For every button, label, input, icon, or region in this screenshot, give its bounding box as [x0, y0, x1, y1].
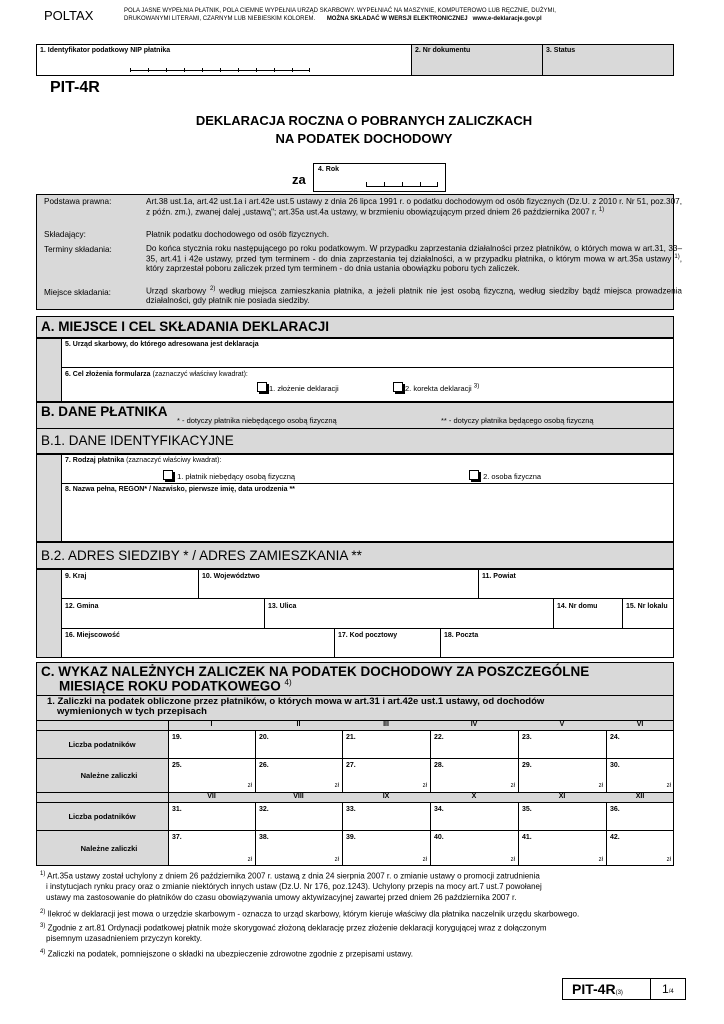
month-header: XII [635, 793, 645, 800]
field-number: 35. [522, 806, 532, 813]
field-number: 37. [172, 834, 182, 841]
row-label-taxpayers: Liczba podatników [68, 739, 136, 749]
advance-amount-cell[interactable] [255, 758, 342, 792]
footnote-2: $^{2)}$ Ilekroć w deklaracji jest mowa o urzędzie skarbowym - oznacza to urząd skarbowy, którym kieruje właściwy dla płatnika naczelnik urzędu skarbowego. [40, 909, 580, 919]
taxpayers-count-cell[interactable] [430, 802, 518, 830]
currency-unit: zł [666, 783, 671, 789]
month-header: XI [558, 793, 566, 800]
month-header: III [383, 721, 389, 728]
month-header: VIII [293, 793, 304, 800]
field-number: 19. [172, 734, 182, 741]
skladajacy-text: Płatnik podatku dochodowego od osób fizycznych. [146, 230, 329, 239]
currency-unit: zł [422, 857, 427, 863]
month-header: I [210, 721, 213, 728]
taxpayers-count-cell[interactable] [342, 802, 430, 830]
field-number: 24. [610, 734, 620, 741]
advance-amount-cell[interactable] [518, 830, 606, 866]
commune-label: 12. Gmina [65, 603, 99, 610]
currency-unit: zł [334, 783, 339, 789]
payer-type-option-1[interactable]: 1. płatnik niebędący osobą fizyczną [163, 470, 295, 482]
payer-type-option-2[interactable]: 2. osoba fizyczna [469, 470, 541, 482]
currency-unit: zł [666, 857, 671, 863]
advance-amount-cell[interactable] [606, 830, 674, 866]
purpose-option-submit[interactable]: 1. złożenie deklaracji [257, 382, 339, 394]
instruction-line-1: POLA JASNE WYPEŁNIA PŁATNIK, POLA CIEMNE WYPEŁNIA URZĄD SKARBOWY. WYPEŁNIAĆ NA MASZYNIE, KOMPUTEROWO LUB RĘCZNIE, DUŻYMI, [124, 8, 556, 14]
section-c-subheader: 1. Zaliczki na podatek obliczone przez płatników, o których mowa w art.31 i art.42e ust.1 ustawy, od dochodów wymienionych w tych przepisach [36, 696, 674, 720]
field-number: 21. [346, 734, 356, 741]
currency-unit: zł [510, 783, 515, 789]
footnote-1: $^{1)}$ Art.35a ustawy został uchylony z dniem 26 października 2007 r. ustawą z dnia 24 sierpnia 2007 r. o zmianie ustawy o promocji zatrudnienia i instytucjach rynku pracy oraz o zmianie niektórych innych ustaw (Dz.U. Nr 176, poz.1243). Uchylony przepis na mocy art.7 ust.7 powołanej ustawy ma zastosowanie do płatników do czasu obowiązywania umowy aktywizacyjnej zawartej przed dniem 26 października 2007 r. [40, 871, 542, 903]
form-code: PIT-4R [50, 79, 100, 96]
field-number: 40. [434, 834, 444, 841]
checkbox-natural-person[interactable] [469, 470, 479, 480]
row-label-advances: Należne zaliczki [80, 843, 138, 853]
taxpayers-count-cell[interactable] [518, 730, 606, 758]
tax-office-input[interactable] [62, 350, 673, 366]
form-title [36, 112, 692, 147]
advance-amount-cell[interactable] [255, 830, 342, 866]
section-b1-header: B.1. DANE IDENTYFIKACYJNE [36, 428, 674, 454]
month-header: X [471, 793, 477, 800]
document-number-label: 2. Nr dokumentu [415, 47, 471, 54]
month-header: IX [382, 793, 390, 800]
month-header: VI [636, 721, 644, 728]
field-number: 20. [259, 734, 269, 741]
field-number: 22. [434, 734, 444, 741]
header-instructions [124, 8, 556, 24]
instruction-line-2: DRUKOWANYMI LITERAMI, CZARNYM LUB NIEBIESKIM KOLOREM. MOŻNA SKŁADAĆ W WERSJI ELEKTRONICZNEJ www.e-deklaracje.gov.pl [124, 15, 542, 22]
nip-input[interactable] [130, 60, 310, 72]
terminy-label: Terminy składania: [44, 245, 112, 254]
field-number: 32. [259, 806, 269, 813]
footer-form-code: PIT-4R(3) [572, 981, 623, 997]
advance-amount-cell[interactable] [430, 830, 518, 866]
payer-name-input[interactable] [62, 495, 673, 541]
title-line-2: NA PODATEK DOCHODOWY [275, 130, 453, 146]
taxpayers-count-cell[interactable] [606, 802, 674, 830]
field-number: 30. [610, 762, 620, 769]
section-a-header: A. MIEJSCE I CEL SKŁADANIA DEKLARACJI [36, 316, 674, 338]
row-label-taxpayers: Liczba podatników [68, 811, 136, 821]
month-header: II [296, 721, 301, 728]
taxpayers-count-cell[interactable] [255, 730, 342, 758]
field-number: 27. [346, 762, 356, 769]
field-number: 42. [610, 834, 620, 841]
nip-field-label: 1. Identyfikator podatkowy NIP płatnika [40, 47, 171, 54]
field-number: 34. [434, 806, 444, 813]
field-number: 38. [259, 834, 269, 841]
status-label: 3. Status [546, 47, 576, 54]
county-label: 11. Powiat [482, 573, 516, 580]
taxpayers-count-cell[interactable] [430, 730, 518, 758]
apartment-number-label: 15. Nr lokalu [626, 603, 668, 610]
section-b-note-2: ** - dotyczy płatnika będącego osobą fizyczną [441, 416, 594, 425]
field-number: 23. [522, 734, 532, 741]
taxpayers-count-cell[interactable] [606, 730, 674, 758]
currency-unit: zł [247, 783, 252, 789]
tax-office-label: 5. Urząd skarbowy, do którego adresowana jest deklaracja [65, 341, 259, 348]
za-label: za [292, 172, 306, 187]
month-header: IV [470, 721, 478, 728]
voivodeship-label: 10. Województwo [202, 573, 260, 580]
title-line-1: DEKLARACJA ROCZNA O POBRANYCH ZALICZKACH [195, 113, 533, 128]
advance-amount-cell[interactable] [606, 758, 674, 792]
field-number: 26. [259, 762, 269, 769]
skladajacy-label: Składający: [44, 230, 86, 239]
field-number: 33. [346, 806, 356, 813]
currency-unit: zł [598, 783, 603, 789]
section-b-header [36, 402, 674, 428]
advance-amount-cell[interactable] [168, 830, 255, 866]
advance-amount-cell[interactable] [518, 758, 606, 792]
checkbox-submit[interactable] [257, 382, 267, 392]
currency-unit: zł [598, 857, 603, 863]
advance-amount-cell[interactable] [342, 758, 430, 792]
post-office-label: 18. Poczta [444, 632, 479, 639]
month-header: V [559, 721, 565, 728]
checkbox-correction[interactable] [393, 382, 403, 392]
currency-unit: zł [247, 857, 252, 863]
advance-amount-cell[interactable] [342, 830, 430, 866]
section-b2-body [36, 569, 674, 658]
payer-name-label: 8. Nazwa pełna, REGON* / Nazwisko, pierwsze imię, data urodzenia ** [65, 486, 295, 493]
year-label: 4. Rok [318, 166, 340, 173]
purpose-label: 6. Cel złożenia formularza (zaznaczyć właściwy kwadrat): [65, 371, 248, 378]
brand: POLTAX [44, 8, 94, 23]
section-c-header [36, 662, 674, 696]
taxpayers-count-cell[interactable] [255, 802, 342, 830]
podstawa-text: Art.38 ust.1a, art.42 ust.1a i art.42e ust.5 ustawy z dnia 26 lipca 1991 r. o podatku dochodowym od osób fizycznych (Dz.U. z 2010 r. Nr 51, poz.307, z późn. zm.), zwanej dalej „ustawą"; art.35a ust.4a ustawy, w brzmieniu obowiązującym przed dniem 26 października 2007 r. $^{1)}$ [146, 197, 682, 217]
city-label: 16. Miejscowość [65, 632, 120, 639]
street-label: 13. Ulica [268, 603, 297, 610]
field-number: 41. [522, 834, 532, 841]
currency-unit: zł [510, 857, 515, 863]
postal-code-label: 17. Kod pocztowy [338, 632, 398, 639]
currency-unit: zł [422, 783, 427, 789]
footnote-3: $^{3)}$ Zgodnie z art.81 Ordynacji podatkowej płatnik może skorygować złożoną deklarację przez złożenie deklaracji korygującej wraz z dołączonym pisemnym uzasadnieniem przyczyn korekty. [40, 923, 547, 944]
section-c-title-1: C. WYKAZ NALEŻNYCH ZALICZEK NA PODATEK DOCHODOWY ZA POSZCZEGÓLNE [41, 664, 590, 679]
section-b-title: B. DANE PŁATNIKA [41, 404, 168, 419]
month-header: VII [207, 793, 216, 800]
section-b-note-1: * - dotyczy płatnika niebędącego osobą fizyczną [177, 416, 337, 425]
row-label-advances: Należne zaliczki [80, 770, 138, 780]
purpose-option-correction[interactable]: 2. korekta deklaracji $^{3)}$ [393, 382, 479, 394]
taxpayers-count-cell[interactable] [518, 802, 606, 830]
footnote-4: $^{4)}$ Zaliczki na podatek, pomniejszone o składki na ubezpieczenie zdrowotne zgodnie z przepisami ustawy. [40, 949, 413, 959]
field-number: 29. [522, 762, 532, 769]
podstawa-label: Podstawa prawna: [44, 197, 112, 206]
checkbox-non-natural-person[interactable] [163, 470, 173, 480]
section-b2-header: B.2. ADRES SIEDZIBY * / ADRES ZAMIESZKANIA ** [36, 542, 674, 569]
field-number: 31. [172, 806, 182, 813]
advance-amount-cell[interactable] [430, 758, 518, 792]
terminy-text: Do końca stycznia roku następującego po roku podatkowym. W przypadku zaprzestania działalności przez płatników, o których mowa w art.31, 33–35, art.41 i 42e ustawy, przed tym terminem - do dnia zaprzestania tej działalności, a w przypadku płatnika, o którym mowa w art.35a ustawy $^{1)}$, który zaprzestał poboru zaliczek przed tym terminem - do dnia ustania obowiązku poboru tych zaliczek. [146, 244, 682, 274]
footer-page-number: 1/4 [662, 982, 674, 996]
payer-type-label: 7. Rodzaj płatnika (zaznaczyć właściwy kwadrat): [65, 457, 222, 464]
field-number: 36. [610, 806, 620, 813]
field-number: 39. [346, 834, 356, 841]
currency-unit: zł [334, 857, 339, 863]
advance-amount-cell[interactable] [168, 758, 255, 792]
field-number: 25. [172, 762, 182, 769]
miejsce-label: Miejsce składania: [44, 288, 111, 297]
taxpayers-count-cell[interactable] [168, 730, 255, 758]
house-number-label: 14. Nr domu [557, 603, 598, 610]
country-label: 9. Kraj [65, 573, 87, 580]
taxpayers-count-cell[interactable] [168, 802, 255, 830]
taxpayers-count-cell[interactable] [342, 730, 430, 758]
miejsce-text: Urząd skarbowy $^{2)}$ według miejsca zamieszkania płatnika, a jeżeli płatnik nie jest osobą fizyczną, według siedziby bądź miejsca prowadzenia działalności, gdy płatnik nie posiada siedziby. [146, 286, 682, 306]
section-c-title-2: MIESIĄCE ROKU PODATKOWEGO $^{4)}$ [59, 678, 292, 694]
field-number: 28. [434, 762, 444, 769]
